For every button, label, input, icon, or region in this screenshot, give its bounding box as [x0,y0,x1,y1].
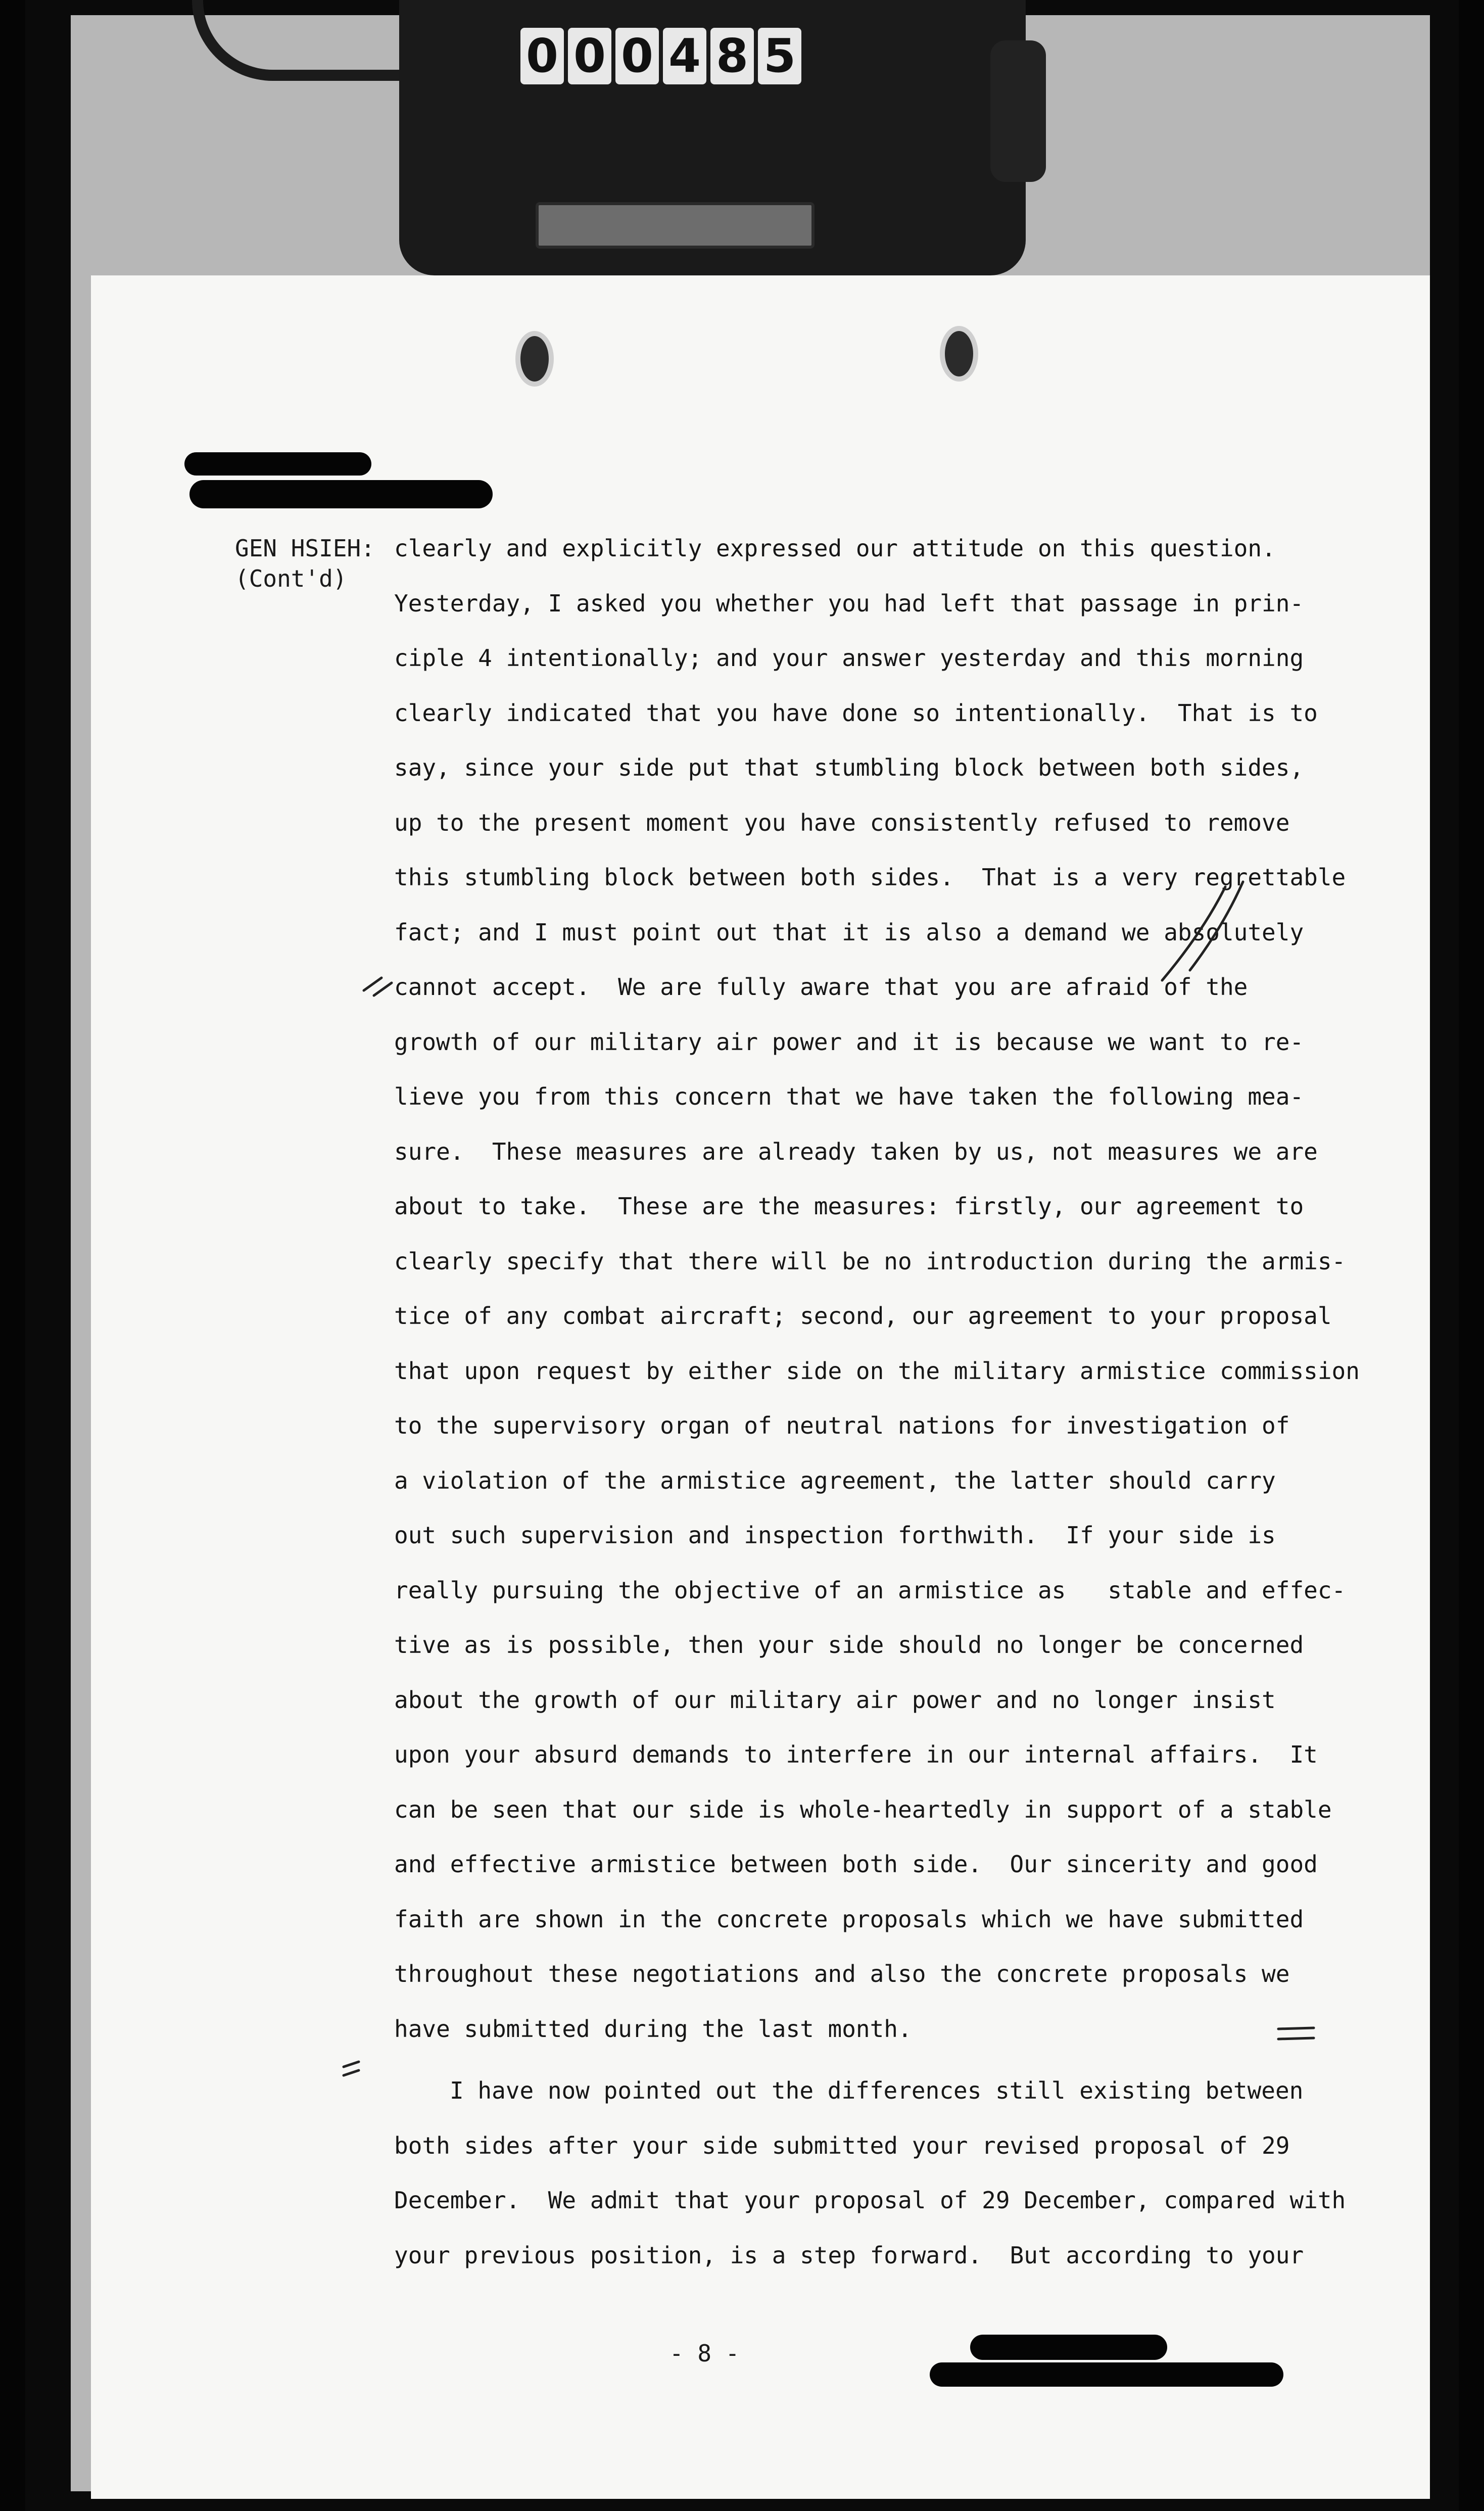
transcript-line: lieve you from this concern that we have taken the following mea- [394,1083,1304,1110]
transcript-line: Yesterday, I asked you whether you had left that passage in prin- [394,589,1304,617]
counter-knob [990,40,1046,182]
transcript-line: to the supervisory organ of neutral nations for investigation of [394,1412,1290,1439]
punch-hole [515,331,554,387]
transcript-line: faith are shown in the concrete proposals which we have submitted [394,1905,1304,1933]
film-edge-right [1459,0,1484,2511]
transcript-line: really pursuing the objective of an armistice as stable and effec- [394,1576,1346,1604]
transcript-line: clearly and explicitly expressed our attitude on this question. [394,535,1276,562]
transcript-line: both sides after your side submitted your revised proposal of 29 [394,2131,1290,2159]
transcript-line: tive as is possible, then your side should no longer be concerned [394,1631,1304,1659]
frame-counter-digits [520,28,801,86]
transcript-line: up to the present moment you have consistently refused to remove [394,809,1290,836]
transcript-line: clearly indicated that you have done so intentionally. That is to [394,699,1318,727]
punch-hole [940,326,978,382]
pencil-mark [344,2062,359,2067]
redaction-mark [970,2335,1167,2360]
transcript-line: tice of any combat aircraft; second, our agreement to your proposal [394,1302,1332,1330]
redaction-mark [189,480,493,508]
transcript-line: growth of our military air power and it is because we want to re- [394,1028,1304,1056]
redaction-mark [184,452,371,476]
transcript-line: have submitted during the last month. [394,2015,912,2043]
transcript-line: out such supervision and inspection forthwith. If your side is [394,1522,1276,1549]
transcript-line: December. We admit that your proposal of 29 December, compared with [394,2187,1346,2214]
counter-plate [536,202,815,249]
document-page [91,275,1430,2499]
page-number: - 8 - [669,2340,740,2367]
counter-digit: 0 [520,28,564,84]
transcript-line: I have now pointed out the differences still existing between [450,2077,1304,2104]
transcript-line: about the growth of our military air power and no longer insist [394,1686,1276,1714]
counter-digit: 5 [758,28,801,84]
transcript-line: about to take. These are the measures: firstly, our agreement to [394,1193,1304,1220]
transcript-line: throughout these negotiations and also the concrete proposals we [394,1960,1290,1987]
film-edge-left [0,0,25,2511]
counter-digit: 4 [663,28,706,84]
transcript-line: ciple 4 intentionally; and your answer yesterday and this morning [394,644,1304,672]
counter-digit: 0 [615,28,659,84]
transcript-line: this stumbling block between both sides. That is a very regrettable [394,864,1346,891]
transcript-body [394,533,1379,2295]
speaker-label: GEN HSIEH: (Cont'd) [235,535,375,592]
transcript-line: upon your absurd demands to interfere in our internal affairs. It [394,1741,1318,1768]
transcript-line: sure. These measures are already taken by us, not measures we are [394,1138,1318,1165]
counter-digit: 0 [568,28,611,84]
transcript-line: a violation of the armistice agreement, the latter should carry [394,1466,1276,1494]
transcript-line: say, since your side put that stumbling block between both sides, [394,754,1304,781]
transcript-line: that upon request by either side on the military armistice commission [394,1357,1360,1385]
transcript-line: clearly specify that there will be no introduction during the armis- [394,1247,1346,1275]
pencil-mark [364,978,381,990]
redaction-mark [930,2362,1283,2387]
transcript-line: fact; and I must point out that it is also a demand we absolutely [394,918,1304,946]
pencil-mark [374,983,392,996]
counter-digit: 8 [710,28,754,84]
transcript-line: and effective armistice between both side. Our sincerity and good [394,1851,1318,1878]
pencil-mark [344,2070,359,2075]
transcript-line: can be seen that our side is whole-heartedly in support of a stable [394,1795,1332,1823]
transcript-line: your previous position, is a step forward. But according to your [394,2241,1304,2269]
transcript-line: cannot accept. We are fully aware that you are afraid of the [394,973,1248,1001]
